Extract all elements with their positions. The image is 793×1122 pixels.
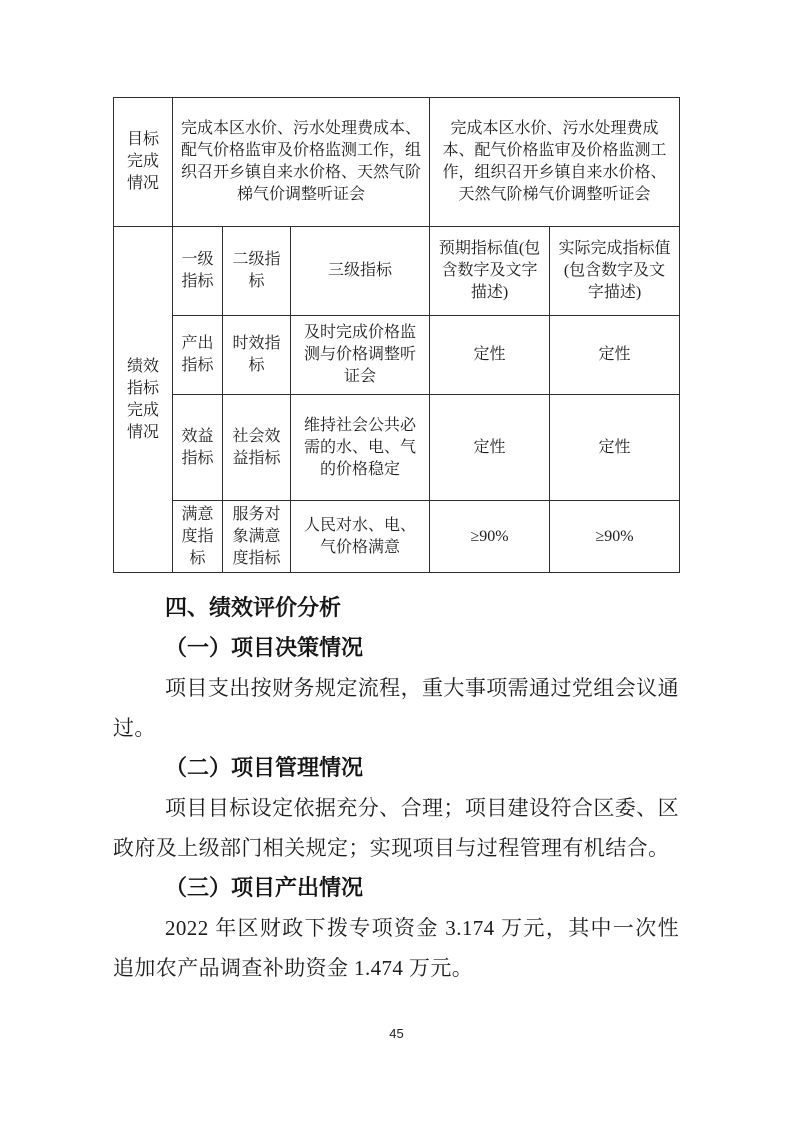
satisfaction-indicator-expected: ≥90% bbox=[430, 501, 550, 573]
table-row bbox=[114, 98, 680, 227]
output-indicator-expected: 定性 bbox=[430, 316, 550, 395]
satisfaction-indicator-actual: ≥90% bbox=[550, 501, 680, 573]
satisfaction-indicator-l3: 人民对水、电、气价格满意 bbox=[291, 501, 430, 573]
header-level3: 三级指标 bbox=[291, 227, 430, 316]
paragraph-decision: 项目支出按财务规定流程，重大事项需通过党组会议通过。 bbox=[113, 676, 679, 740]
header-expected-value: 预期指标值(包含数字及文字描述) bbox=[430, 227, 550, 316]
page-number: 45 bbox=[389, 1026, 404, 1041]
output-indicator-l1: 产出指标 bbox=[173, 316, 223, 395]
benefit-indicator-l2: 社会效益指标 bbox=[223, 395, 291, 501]
table-row bbox=[114, 316, 680, 395]
goal-completion-planned: 完成本区水价、污水处理费成本、配气价格监审及价格监测工作，组织召开乡镇自来水价格、天然气阶梯气价调整听证会 bbox=[173, 98, 430, 227]
goal-completion-actual: 完成本区水价、污水处理费成本、配气价格监审及价格监测工作，组织召开乡镇自来水价格、天然气阶梯气价调整听证会 bbox=[430, 98, 680, 227]
subsection-title-decision: （一）项目决策情况 bbox=[165, 635, 364, 660]
header-actual-value: 实际完成指标值(包含数字及文字描述) bbox=[550, 227, 680, 316]
perf-indicator-label: 绩效指标完成情况 bbox=[114, 227, 173, 573]
table-header-row bbox=[114, 227, 680, 316]
paragraph-output: 2022 年区财政下拨专项资金 3.174 万元，其中一次性追加农产品调查补助资金 1.474 万元。 bbox=[113, 916, 679, 980]
benefit-indicator-l1: 效益指标 bbox=[173, 395, 223, 501]
subsection-title-management: （二）项目管理情况 bbox=[165, 755, 364, 780]
goal-completion-label: 目标完成情况 bbox=[114, 98, 173, 227]
paragraph-management: 项目目标设定依据充分、合理；项目建设符合区委、区政府及上级部门相关规定；实现项目与过程管理有机结合。 bbox=[113, 796, 679, 860]
benefit-indicator-actual: 定性 bbox=[550, 395, 680, 501]
header-level2: 二级指标 bbox=[223, 227, 291, 316]
performance-indicator-table bbox=[113, 97, 680, 573]
satisfaction-indicator-l2: 服务对象满意度指标 bbox=[223, 501, 291, 573]
output-indicator-l3: 及时完成价格监测与价格调整听证会 bbox=[291, 316, 430, 395]
output-indicator-actual: 定性 bbox=[550, 316, 680, 395]
table-row bbox=[114, 395, 680, 501]
benefit-indicator-expected: 定性 bbox=[430, 395, 550, 501]
benefit-indicator-l3: 维持社会公共必需的水、电、气的价格稳定 bbox=[291, 395, 430, 501]
section-heading-analysis: 四、绩效评价分析 bbox=[165, 595, 342, 620]
satisfaction-indicator-l1: 满意度指标 bbox=[173, 501, 223, 573]
table-row bbox=[114, 501, 680, 573]
subsection-title-output: （三）项目产出情况 bbox=[165, 875, 364, 900]
output-indicator-l2: 时效指标 bbox=[223, 316, 291, 395]
body-text bbox=[113, 588, 679, 988]
header-level1: 一级指标 bbox=[173, 227, 223, 316]
